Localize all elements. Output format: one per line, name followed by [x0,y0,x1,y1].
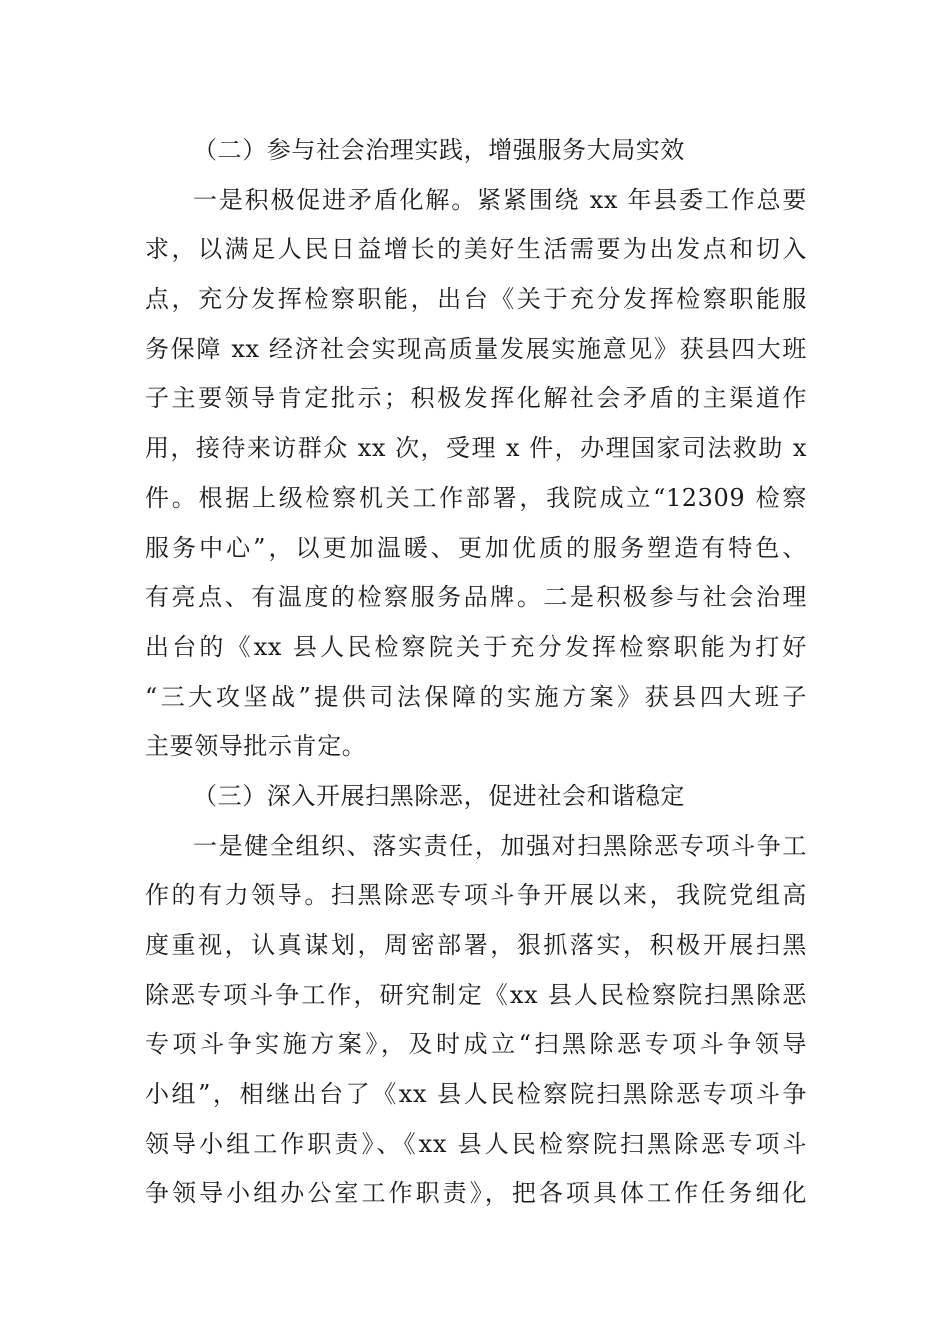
paragraph-line: 领导小组工作职责》、《xx 县人民检察院扫黑除恶专项斗 [145,1129,807,1158]
paragraph-line: 主要领导批示肯定。 [145,732,367,761]
section-heading-2: （二）参与社会治理实践，增强服务大局实效 [193,136,685,164]
document-body [145,126,807,1219]
paragraph-line: 用，接待来访群众 xx 次，受理 x 件，办理国家司法救助 x [145,434,807,463]
paragraph-line: 有亮点、有温度的检察服务品牌。二是积极参与社会治理 [145,583,807,612]
paragraph-line: 件。根据上级检察机关工作部署，我院成立“12309 检察 [145,483,807,512]
paragraph-line: 度重视，认真谋划，周密部署，狠抓落实，积极开展扫黑 [145,931,807,959]
paragraph-line: 点，充分发挥检察职能，出台《关于充分发挥检察职能服 [145,285,807,314]
paragraph-line: 作的有力领导。扫黑除恶专项斗争开展以来，我院党组高 [145,881,807,910]
paragraph-line: 一是积极促进矛盾化解。紧紧围绕 xx 年县委工作总要 [193,185,807,214]
paragraph-line: 求，以满足人民日益增长的美好生活需要为出发点和切入 [145,235,807,264]
paragraph-line: 出台的《xx 县人民检察院关于充分发挥检察职能为打好 [145,632,807,661]
paragraph-line: 除恶专项斗争工作，研究制定《xx 县人民检察院扫黑除恶 [145,980,807,1009]
paragraph-line: 小组”，相继出台了《xx 县人民检察院扫黑除恶专项斗争 [145,1080,807,1109]
paragraph-line: 专项斗争实施方案》，及时成立“扫黑除恶专项斗争领导 [145,1030,807,1059]
paragraph-line: 服务中心”，以更加温暖、更加优质的服务塑造有特色、 [145,533,807,562]
paragraph-line: 一是健全组织、落实责任，加强对扫黑除恶专项斗争工 [193,831,807,860]
paragraph-line: 务保障 xx 经济社会实现高质量发展实施意见》获县四大班 [145,334,807,363]
paragraph-line: “三大攻坚战”提供司法保障的实施方案》获县四大班子 [145,682,807,711]
paragraph-line: 争领导小组办公室工作职责》，把各项具体工作任务细化 [145,1179,807,1208]
paragraph-line: 子主要领导肯定批示；积极发挥化解社会矛盾的主渠道作 [145,384,807,413]
section-heading-3: （三）深入开展扫黑除恶，促进社会和谐稳定 [193,781,685,810]
